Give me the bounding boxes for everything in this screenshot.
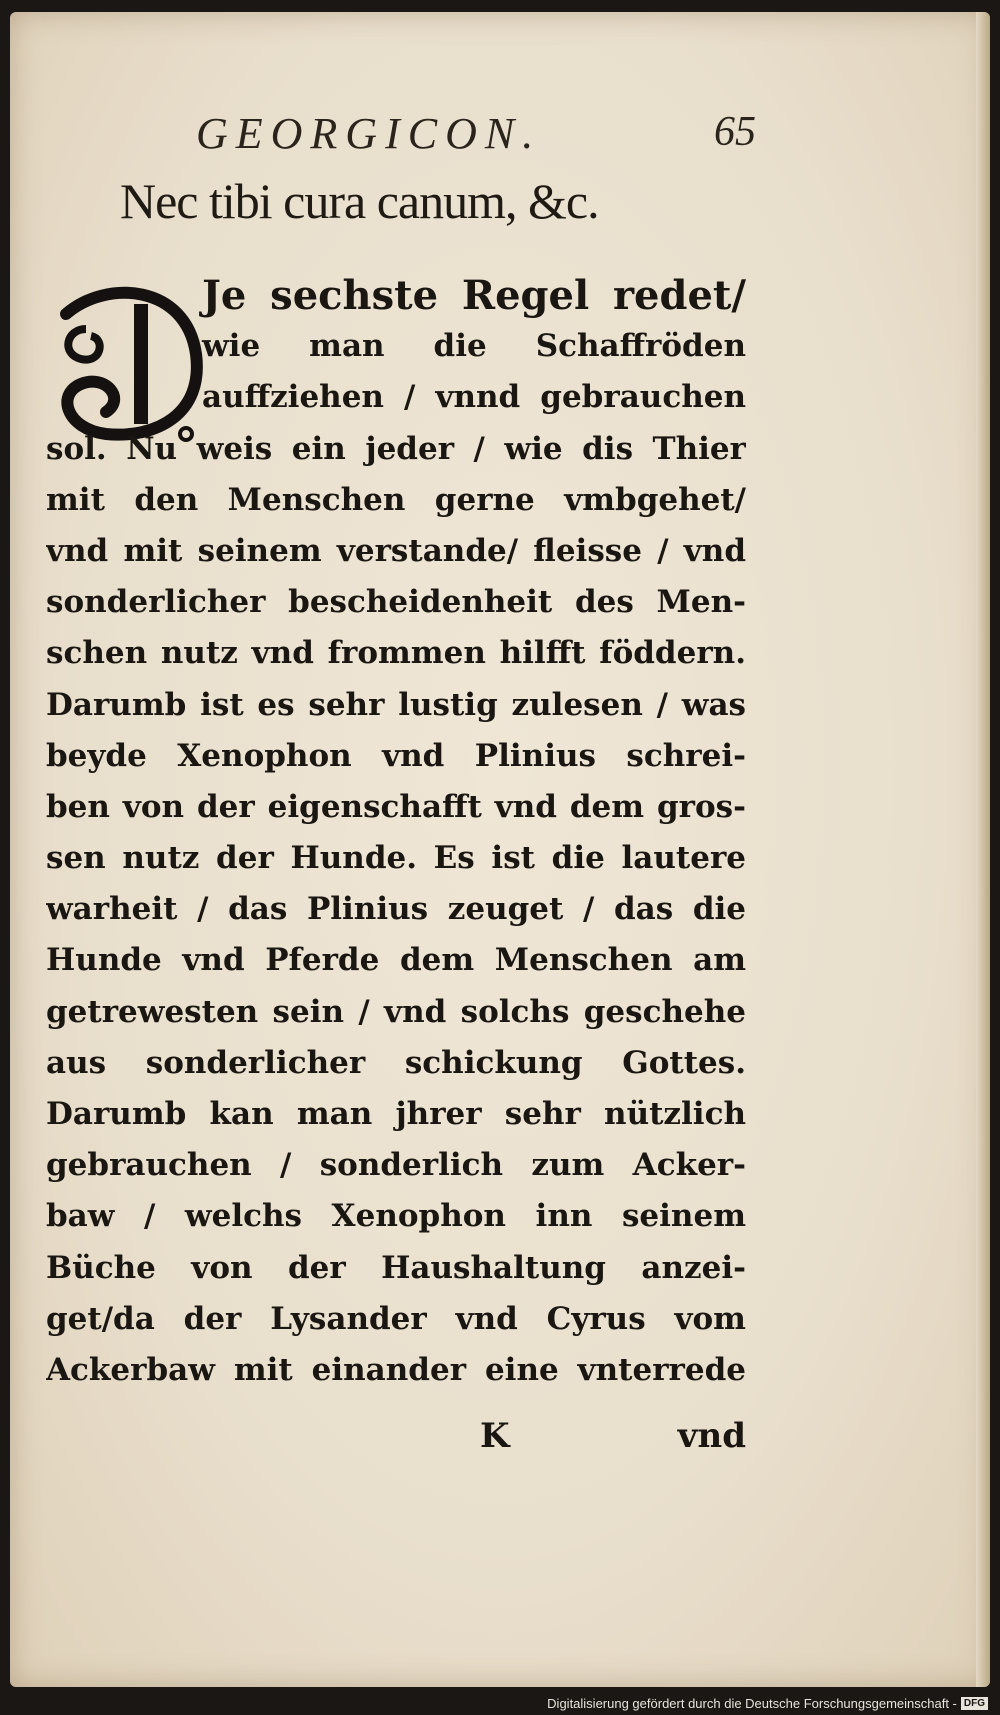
page-edge [976,12,990,1687]
text-line: sen nutz der Hunde. Es ist die lautere [46,840,746,877]
text-line: aus sonderlicher schickung Gottes. [46,1044,746,1081]
text-line: vnd mit seinem verstande/ fleisse / vnd [46,532,746,569]
text-line: Büche von der Haushaltung anzei- [46,1249,746,1286]
text-line: getrewesten sein / vnd solchs geschehe [46,993,746,1030]
catchword: vnd [677,1416,746,1456]
text-line: wie man die Schaffröden [202,328,746,365]
text-line: schen nutz vnd frommen hilfft föddern. [46,635,746,672]
text-line: mit den Menschen gerne vmbgehet/ [46,481,746,518]
text-line: Darumb kan man jhrer sehr nützlich [46,1096,746,1132]
footer-credit: Digitalisierung gefördert durch die Deutsche Forschungsgemeinschaft - [547,1696,957,1711]
dfg-logo: DFG [961,1697,988,1710]
text-line: baw / welchs Xenophon inn seinem [46,1198,746,1235]
text-line: auffziehen / vnnd gebrauchen [202,379,746,416]
text-line: warheit / das Plinius zeuget / das die [46,891,746,928]
book-page [10,12,990,1687]
text-line: sol. Nu weis ein jeder / wie dis Thier [46,430,746,467]
running-title: GEORGICON. [196,109,542,158]
page-number: 65 [714,109,756,155]
section-heading: Nec tibi cura canum, &c. [120,173,599,229]
text-line: get/da der Lysander vnd Cyrus vom [46,1300,746,1337]
page-header [196,108,756,168]
text-line: Darumb ist es sehr lustig zulesen / was [46,686,746,723]
text-line: gebrauchen / sonderlich zum Acker- [46,1147,746,1184]
digitization-footer [547,1696,988,1711]
text-line: ben von der eigenschafft vnd dem gros- [46,788,746,825]
text-line: beyde Xenophon vnd Plinius schrei- [46,737,746,774]
text-line: Ackerbaw mit einander eine vnterrede [46,1351,746,1388]
catchwords [480,1416,746,1476]
text-line: Hunde vnd Pferde dem Menschen am [46,942,746,979]
text-line: Je sechste Regel redet/ [202,272,746,319]
text-line: sonderlicher bescheidenheit des Men- [46,584,746,621]
signature-mark: K [480,1416,510,1456]
body-text [46,270,746,1396]
